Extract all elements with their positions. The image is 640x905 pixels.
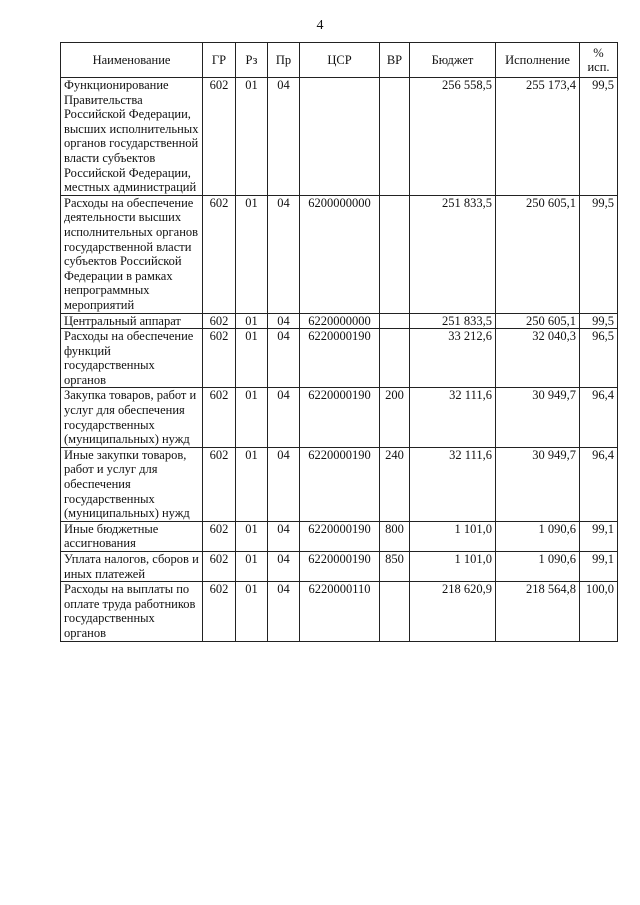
row-vr: 240 xyxy=(380,447,410,521)
row-percent: 99,5 xyxy=(580,313,618,329)
row-csr: 6220000190 xyxy=(300,447,380,521)
row-percent: 99,1 xyxy=(580,521,618,551)
row-rz: 01 xyxy=(236,329,268,388)
row-vr: 850 xyxy=(380,552,410,582)
row-csr: 6220000190 xyxy=(300,552,380,582)
row-pr: 04 xyxy=(268,78,300,196)
row-rz: 01 xyxy=(236,582,268,641)
header-name: Наименование xyxy=(61,43,203,78)
row-name: Закупка товаров, работ и услуг для обеспечения государственных (муниципальных) нужд xyxy=(61,388,203,447)
header-pr: Пр xyxy=(268,43,300,78)
header-execution: Исполнение xyxy=(496,43,580,78)
row-gr: 602 xyxy=(203,521,236,551)
row-percent: 100,0 xyxy=(580,582,618,641)
row-execution: 255 173,4 xyxy=(496,78,580,196)
row-execution: 218 564,8 xyxy=(496,582,580,641)
row-percent: 96,4 xyxy=(580,447,618,521)
row-pr: 04 xyxy=(268,447,300,521)
row-pr: 04 xyxy=(268,582,300,641)
row-budget: 218 620,9 xyxy=(410,582,496,641)
row-vr xyxy=(380,78,410,196)
row-percent: 99,5 xyxy=(580,78,618,196)
header-rz: Рз xyxy=(236,43,268,78)
row-rz: 01 xyxy=(236,521,268,551)
row-csr: 6200000000 xyxy=(300,195,380,313)
row-budget: 32 111,6 xyxy=(410,388,496,447)
row-csr: 6220000190 xyxy=(300,329,380,388)
table-row xyxy=(61,552,618,582)
row-pr: 04 xyxy=(268,313,300,329)
row-execution: 30 949,7 xyxy=(496,447,580,521)
table-row xyxy=(61,388,618,447)
row-gr: 602 xyxy=(203,552,236,582)
row-percent: 96,4 xyxy=(580,388,618,447)
row-execution: 1 090,6 xyxy=(496,521,580,551)
header-csr: ЦСР xyxy=(300,43,380,78)
row-execution: 32 040,3 xyxy=(496,329,580,388)
row-pr: 04 xyxy=(268,521,300,551)
row-vr xyxy=(380,313,410,329)
row-execution: 30 949,7 xyxy=(496,388,580,447)
row-gr: 602 xyxy=(203,447,236,521)
row-csr xyxy=(300,78,380,196)
row-csr: 6220000190 xyxy=(300,521,380,551)
row-gr: 602 xyxy=(203,313,236,329)
row-rz: 01 xyxy=(236,552,268,582)
row-name: Уплата налогов, сборов и иных платежей xyxy=(61,552,203,582)
row-rz: 01 xyxy=(236,78,268,196)
row-execution: 1 090,6 xyxy=(496,552,580,582)
table-row xyxy=(61,313,618,329)
row-execution: 250 605,1 xyxy=(496,313,580,329)
row-name: Иные закупки товаров, работ и услуг для обеспечения государственных (муниципальных) нужд xyxy=(61,447,203,521)
header-vr: ВР xyxy=(380,43,410,78)
row-pr: 04 xyxy=(268,552,300,582)
header-percent xyxy=(580,43,618,78)
row-budget: 251 833,5 xyxy=(410,195,496,313)
row-rz: 01 xyxy=(236,313,268,329)
row-name: Расходы на обеспечение деятельности высших исполнительных органов государственной власти субъектов Российской Федерации в рамках непрограммных мероприятий xyxy=(61,195,203,313)
row-vr xyxy=(380,329,410,388)
row-budget: 256 558,5 xyxy=(410,78,496,196)
header-percent-sign: % xyxy=(593,46,604,60)
row-name: Расходы на выплаты по оплате труда работников государственных органов xyxy=(61,582,203,641)
row-gr: 602 xyxy=(203,195,236,313)
row-budget: 1 101,0 xyxy=(410,552,496,582)
row-pr: 04 xyxy=(268,195,300,313)
table-row xyxy=(61,78,618,196)
table-row xyxy=(61,521,618,551)
row-gr: 602 xyxy=(203,78,236,196)
row-budget: 33 212,6 xyxy=(410,329,496,388)
row-pr: 04 xyxy=(268,388,300,447)
header-gr: ГР xyxy=(203,43,236,78)
row-gr: 602 xyxy=(203,582,236,641)
row-rz: 01 xyxy=(236,388,268,447)
row-name: Центральный аппарат xyxy=(61,313,203,329)
row-vr: 200 xyxy=(380,388,410,447)
row-gr: 602 xyxy=(203,388,236,447)
row-gr: 602 xyxy=(203,329,236,388)
row-budget: 32 111,6 xyxy=(410,447,496,521)
row-vr: 800 xyxy=(380,521,410,551)
header-percent-label: исп. xyxy=(587,60,610,74)
table-row xyxy=(61,447,618,521)
row-csr: 6220000000 xyxy=(300,313,380,329)
row-percent: 96,5 xyxy=(580,329,618,388)
row-execution: 250 605,1 xyxy=(496,195,580,313)
row-budget: 1 101,0 xyxy=(410,521,496,551)
row-budget: 251 833,5 xyxy=(410,313,496,329)
table-row xyxy=(61,195,618,313)
row-percent: 99,1 xyxy=(580,552,618,582)
row-vr xyxy=(380,195,410,313)
row-vr xyxy=(380,582,410,641)
budget-table xyxy=(60,42,618,642)
header-row xyxy=(61,43,618,78)
table-row xyxy=(61,582,618,641)
row-csr: 6220000190 xyxy=(300,388,380,447)
row-rz: 01 xyxy=(236,195,268,313)
row-name: Функционирование Правительства Российской Федерации, высших исполнительных органов государственной власти субъектов Российской Федерации, местных администраций xyxy=(61,78,203,196)
row-rz: 01 xyxy=(236,447,268,521)
table-row xyxy=(61,329,618,388)
page-number: 4 xyxy=(316,18,324,33)
row-csr: 6220000110 xyxy=(300,582,380,641)
row-name: Иные бюджетные ассигнования xyxy=(61,521,203,551)
row-percent: 99,5 xyxy=(580,195,618,313)
row-pr: 04 xyxy=(268,329,300,388)
row-name: Расходы на обеспечение функций государственных органов xyxy=(61,329,203,388)
header-budget: Бюджет xyxy=(410,43,496,78)
